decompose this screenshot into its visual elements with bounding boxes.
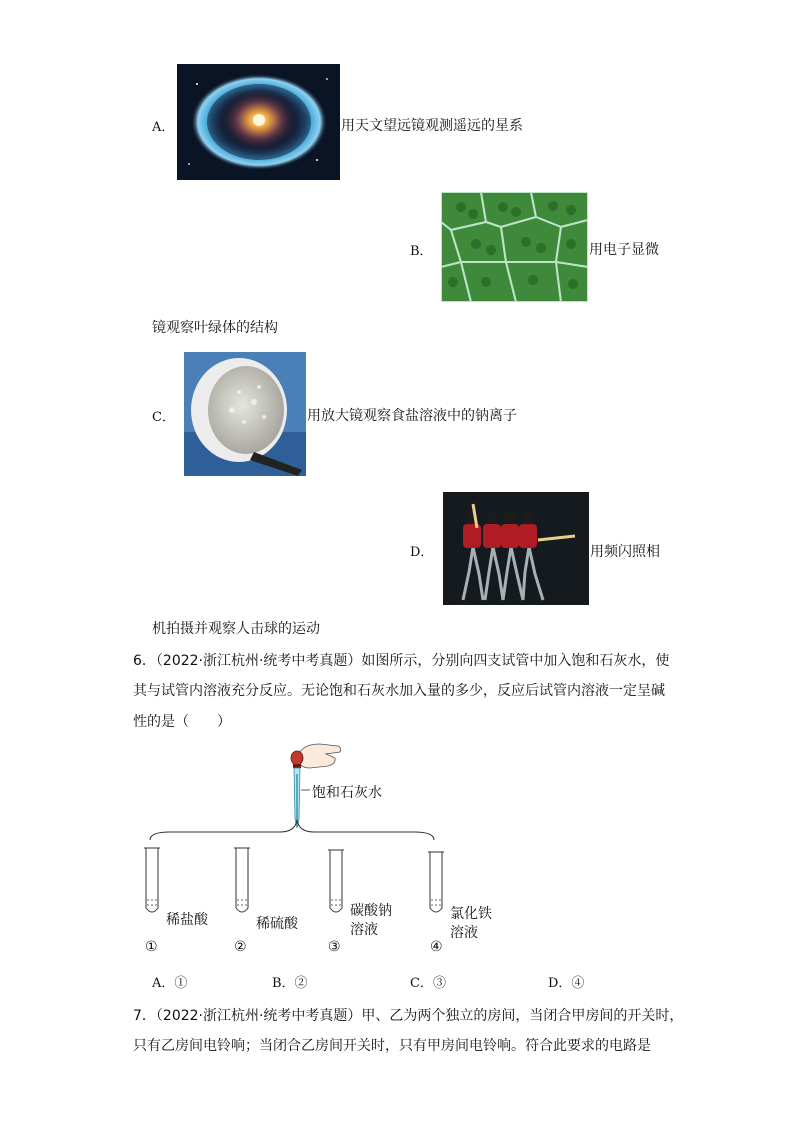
option-d-continuation: 机拍摄并观察人击球的运动 (152, 621, 320, 637)
tube-3-label: 碳酸钠 (350, 903, 392, 919)
q7-stem-line1: 7．（2022·浙江杭州·统考中考真题）甲、乙为两个独立的房间，当闭合甲房间的开关时， (133, 1008, 684, 1024)
tube-2-number: ② (234, 939, 247, 955)
choice-d[interactable]: D．④ (548, 976, 585, 991)
choice-c[interactable]: C．③ (410, 976, 446, 991)
tube-3-number: ③ (328, 939, 341, 955)
option-a-text: 用天文望远镜观测遥远的星系 (341, 118, 523, 134)
choice-a[interactable]: A．① (152, 976, 188, 991)
option-d-text: 用频闪照相 (590, 544, 660, 560)
option-c-text: 用放大镜观察食盐溶液中的钠离子 (307, 408, 517, 424)
q6-stem-line2: 其与试管内溶液充分反应。无论饱和石灰水加入量的多少，反应后试管内溶液一定呈碱 (133, 683, 665, 699)
option-d-letter: D． (410, 545, 434, 560)
tube-4-number: ④ (430, 939, 443, 955)
dropper-label: 饱和石灰水 (312, 785, 382, 801)
tube-4-label-2: 溶液 (450, 925, 478, 941)
magnifier-image (184, 352, 306, 476)
option-a-letter: A． (152, 120, 175, 135)
option-b-continuation: 镜观察叶绿体的结构 (152, 320, 278, 336)
option-b-text: 用电子显微 (589, 242, 659, 258)
option-c-letter: C． (152, 410, 175, 425)
tube-3-label-2: 溶液 (350, 922, 378, 938)
strobe-photo-image (443, 492, 589, 605)
q6-stem-line1: 6．（2022·浙江杭州·统考中考真题）如图所示，分别向四支试管中加入饱和石灰水，使 (133, 653, 670, 669)
hand-icon (298, 744, 341, 768)
tube-1-number: ① (145, 939, 158, 955)
q6-stem-line3: 性的是（ ） (133, 714, 231, 730)
chloroplast-image (441, 192, 588, 302)
q7-stem-line2: 只有乙房间电铃响；当闭合乙房间开关时，只有甲房间电铃响。符合此要求的电路是 (133, 1038, 651, 1054)
choice-b[interactable]: B．② (272, 976, 308, 991)
tube-2-label: 稀硫酸 (256, 916, 298, 932)
galaxy-image (177, 64, 340, 180)
option-b-letter: B． (410, 244, 433, 259)
tube-1-label: 稀盐酸 (166, 912, 208, 928)
tube-4-label: 氯化铁 (450, 906, 492, 922)
